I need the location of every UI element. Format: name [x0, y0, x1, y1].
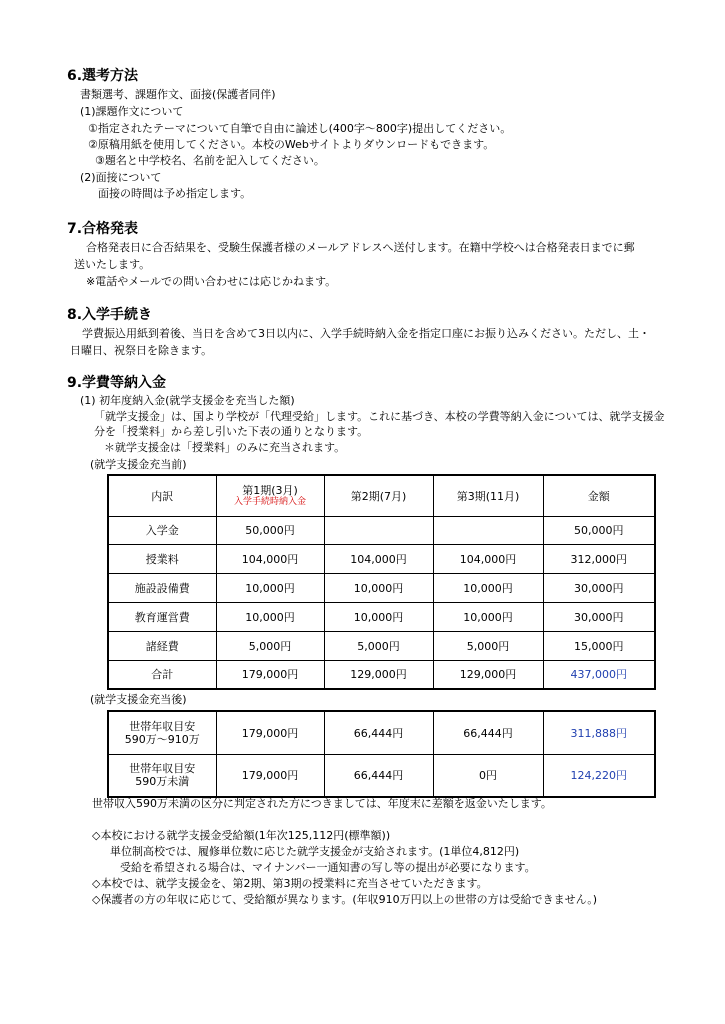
- table-row: [108, 544, 655, 573]
- header-cell: [216, 475, 324, 516]
- table-cell: 合計: [108, 660, 216, 689]
- table-total-row: [108, 660, 655, 689]
- table-cell: 179,000円: [216, 754, 324, 797]
- s6-line: (1)課題作文について: [80, 105, 184, 118]
- total-amount-cell: 437,000円: [543, 660, 655, 689]
- table1-label: (就学支援金充当前): [90, 458, 187, 471]
- note-line: ◇本校では、就学支援金を、第2期、第3期の授業料に充当させていただきます。: [92, 877, 488, 890]
- table-cell: 129,000円: [324, 660, 433, 689]
- table-cell: 30,000円: [543, 602, 655, 631]
- s6-line: ②原稿用紙を使用してください。本校のWebサイトよりダウンロードもできます。: [88, 138, 495, 151]
- s9-line: (1) 初年度納入金(就学支援金を充当した額): [80, 394, 295, 407]
- table-row: [108, 754, 655, 797]
- header-cell: 金額: [543, 475, 655, 516]
- s7-line: 合格発表日に合否結果を、受験生保護者様のメールアドレスへ送付します。在籍中学校へは合格発表日までに郵: [86, 241, 635, 254]
- table-cell: 諸経費: [108, 631, 216, 660]
- table-cell: 179,000円: [216, 660, 324, 689]
- s6-line: ③題名と中学校名、名前を記入してください。: [95, 154, 325, 167]
- table-cell: 50,000円: [543, 516, 655, 544]
- section-7-title: 7.合格発表: [67, 221, 139, 237]
- table-cell: 10,000円: [433, 573, 543, 602]
- table-cell: 10,000円: [324, 573, 433, 602]
- table-cell: 施設設備費: [108, 573, 216, 602]
- s6-line: 書類選考、課題作文、面接(保護者同伴): [80, 88, 276, 101]
- table-cell: 10,000円: [433, 602, 543, 631]
- refund-note: 世帯収入590万未満の区分に判定された方につきましては、年度末に差額を返金いたします。: [92, 797, 552, 810]
- fee-table-before: [107, 474, 656, 690]
- s8-line: 日曜日、祝祭日を除きます。: [70, 344, 213, 357]
- table-cell: 0円: [433, 754, 543, 797]
- table-cell: 66,444円: [324, 711, 433, 754]
- table-cell: 15,000円: [543, 631, 655, 660]
- s9-line: 「就学支援金」は、国より学校が「代理受給」します。これに基づき、本校の学費等納入金については、就学支援金: [94, 410, 665, 423]
- table-cell: 5,000円: [433, 631, 543, 660]
- table-row: [108, 573, 655, 602]
- table-cell: 入学金: [108, 516, 216, 544]
- note-line: 単位制高校では、履修単位数に応じた就学支援金が支給されます。(1単位4,812円): [110, 845, 520, 858]
- table-cell: 5,000円: [324, 631, 433, 660]
- total-amount-cell: 124,220円: [543, 754, 655, 797]
- table-cell: 104,000円: [216, 544, 324, 573]
- table-row: [108, 516, 655, 544]
- income-range: 590万未満: [135, 775, 190, 789]
- s7-line: 送いたします。: [74, 258, 151, 271]
- header-cell: 第3期(11月): [433, 475, 543, 516]
- total-amount-cell: 311,888円: [543, 711, 655, 754]
- table-cell: 10,000円: [324, 602, 433, 631]
- table-cell: 129,000円: [433, 660, 543, 689]
- table-cell: 30,000円: [543, 573, 655, 602]
- note-line: ◇保護者の方の年収に応じて、受給額が異なります。(年収910万円以上の世帯の方は受給できません。): [92, 893, 598, 906]
- table-cell: 5,000円: [216, 631, 324, 660]
- table-header-row: [108, 475, 655, 516]
- table-cell: [324, 516, 433, 544]
- table-cell: 66,444円: [324, 754, 433, 797]
- table-cell: 66,444円: [433, 711, 543, 754]
- income-bracket-cell: [108, 754, 216, 797]
- header-cell: 内訳: [108, 475, 216, 516]
- income-label: 世帯年収目安: [129, 762, 196, 776]
- s6-line: 面接の時間は予め指定します。: [98, 187, 252, 200]
- section-9-title: 9.学費等納入金: [67, 375, 167, 391]
- table-cell: 312,000円: [543, 544, 655, 573]
- s6-line: ①指定されたテーマについて自筆で自由に論述し(400字～800字)提出してください。: [88, 122, 512, 135]
- table-row: [108, 602, 655, 631]
- table-cell: 50,000円: [216, 516, 324, 544]
- income-range: 590万～910万: [124, 732, 200, 746]
- s7-line: ※電話やメールでの問い合わせには応じかねます。: [86, 275, 337, 288]
- fee-table-after: [107, 710, 656, 798]
- s9-line: ＊就学支援金は「授業料」のみに充当されます。: [104, 441, 346, 454]
- table-row: [108, 711, 655, 754]
- section-6-title: 6.選考方法: [67, 68, 139, 84]
- income-bracket-cell: [108, 711, 216, 754]
- table-cell: 10,000円: [216, 602, 324, 631]
- table-cell: 10,000円: [216, 573, 324, 602]
- income-label: 世帯年収目安: [129, 719, 196, 733]
- header-cell: 第2期(7月): [324, 475, 433, 516]
- s9-line: 分を「授業料」から差し引いた下表の通りとなります。: [94, 425, 369, 438]
- table-cell: [433, 516, 543, 544]
- s6-line: (2)面接について: [80, 171, 162, 184]
- table-cell: 104,000円: [324, 544, 433, 573]
- table-row: [108, 631, 655, 660]
- table-cell: 179,000円: [216, 711, 324, 754]
- section-8-title: 8.入学手続き: [67, 307, 153, 323]
- table-cell: 教育運営費: [108, 602, 216, 631]
- note-line: 受給を希望される場合は、マイナンバー一通知書の写し等の提出が必要になります。: [120, 861, 536, 874]
- note-line: ◇本校における就学支援金受給額(1年次125,112円(標準額)): [92, 829, 391, 842]
- table-cell: 104,000円: [433, 544, 543, 573]
- header-note: 入学手続時納入金: [233, 496, 306, 507]
- table2-label: (就学支援金充当後): [90, 693, 187, 706]
- header-term1: 第1期(3月): [242, 483, 298, 497]
- s8-line: 学費振込用紙到着後、当日を含めて3日以内に、入学手続時納入金を指定口座にお振り込みください。ただし、土・: [82, 327, 650, 340]
- table-cell: 授業料: [108, 544, 216, 573]
